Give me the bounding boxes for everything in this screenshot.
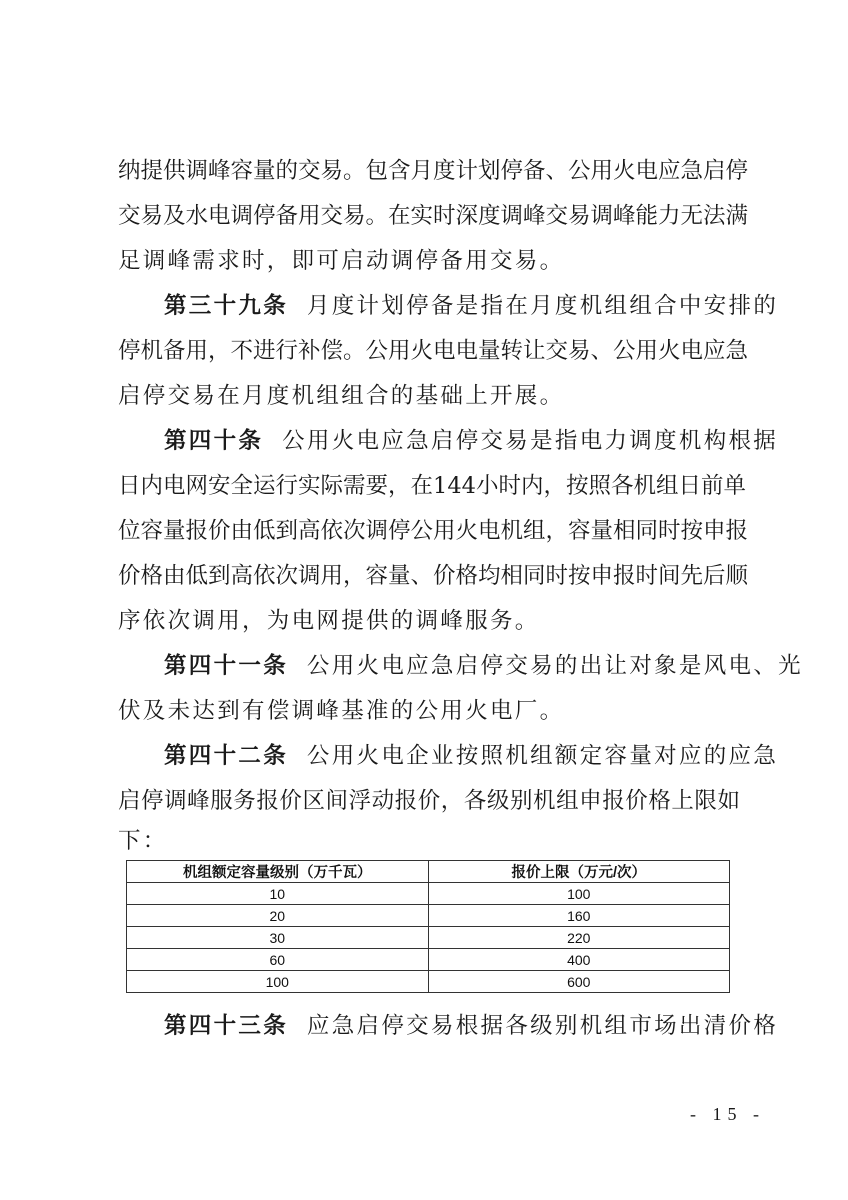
paragraph-line: 停机备用，不进行补偿。公用火电电量转让交易、公用火电应急 (118, 338, 749, 364)
paragraph-line: 下： (118, 828, 168, 854)
article-40-first-line (164, 426, 779, 456)
table-row (127, 905, 730, 927)
table-cell: 400 (428, 949, 730, 971)
paragraph-line: 纳提供调峰容量的交易。包含月度计划停备、公用火电应急启停 (118, 158, 749, 184)
article-heading: 第四十条 (164, 428, 264, 454)
table-row (127, 971, 730, 993)
article-39-first-line (164, 291, 779, 321)
paragraph-line: 价格由低到高依次调用，容量、价格均相同时按申报时间先后顺 (118, 563, 749, 589)
table-cell: 30 (127, 927, 429, 949)
table-header-capacity: 机组额定容量级别（万千瓦） (127, 861, 429, 883)
article-42-first-line (164, 741, 779, 771)
article-text: 公用火电应急启停交易是指电力调度机构根据 (282, 428, 779, 454)
article-text: 应急启停交易根据各级别机组市场出清价格 (306, 1013, 779, 1039)
article-41-first-line (164, 651, 803, 681)
paragraph-line: 启停交易在月度机组组合的基础上开展。 (118, 383, 565, 409)
article-text: 月度计划停备是指在月度机组组合中安排的 (306, 293, 779, 319)
table-row (127, 883, 730, 905)
table-cell: 10 (127, 883, 429, 905)
paragraph-line: 启停调峰服务报价区间浮动报价，各级别机组申报价格上限如 (118, 788, 740, 814)
article-text: 公用火电应急启停交易的出让对象是风电、光 (306, 653, 803, 679)
article-heading: 第四十二条 (164, 743, 289, 769)
article-heading: 第四十三条 (164, 1013, 289, 1039)
table-cell: 160 (428, 905, 730, 927)
table-header-row (127, 861, 730, 883)
table-cell: 600 (428, 971, 730, 993)
paragraph-line: 序依次调用，为电网提供的调峰服务。 (118, 608, 540, 634)
table-cell: 20 (127, 905, 429, 927)
paragraph-line: 交易及水电调停备用交易。在实时深度调峰交易调峰能力无法满 (118, 203, 749, 229)
table-header-price-cap: 报价上限（万元/次） (428, 861, 730, 883)
article-text: 公用火电企业按照机组额定容量对应的应急 (306, 743, 779, 769)
table-row (127, 949, 730, 971)
article-heading: 第四十一条 (164, 653, 289, 679)
table-cell: 100 (127, 971, 429, 993)
paragraph-line: 足调峰需求时，即可启动调停备用交易。 (118, 248, 565, 274)
paragraph-line: 日内电网安全运行实际需要，在144小时内，按照各机组日前单 (118, 473, 746, 499)
paragraph-line: 伏及未达到有偿调峰基准的公用火电厂。 (118, 698, 565, 724)
article-heading: 第三十九条 (164, 293, 289, 319)
paragraph-line: 位容量报价由低到高依次调停公用火电机组，容量相同时按申报 (118, 518, 749, 544)
table-cell: 220 (428, 927, 730, 949)
article-43-first-line (164, 1011, 779, 1041)
price-cap-table (126, 860, 730, 993)
table-cell: 60 (127, 949, 429, 971)
table-row (127, 927, 730, 949)
table-cell: 100 (428, 883, 730, 905)
page-number: - 15 - (690, 1104, 765, 1124)
